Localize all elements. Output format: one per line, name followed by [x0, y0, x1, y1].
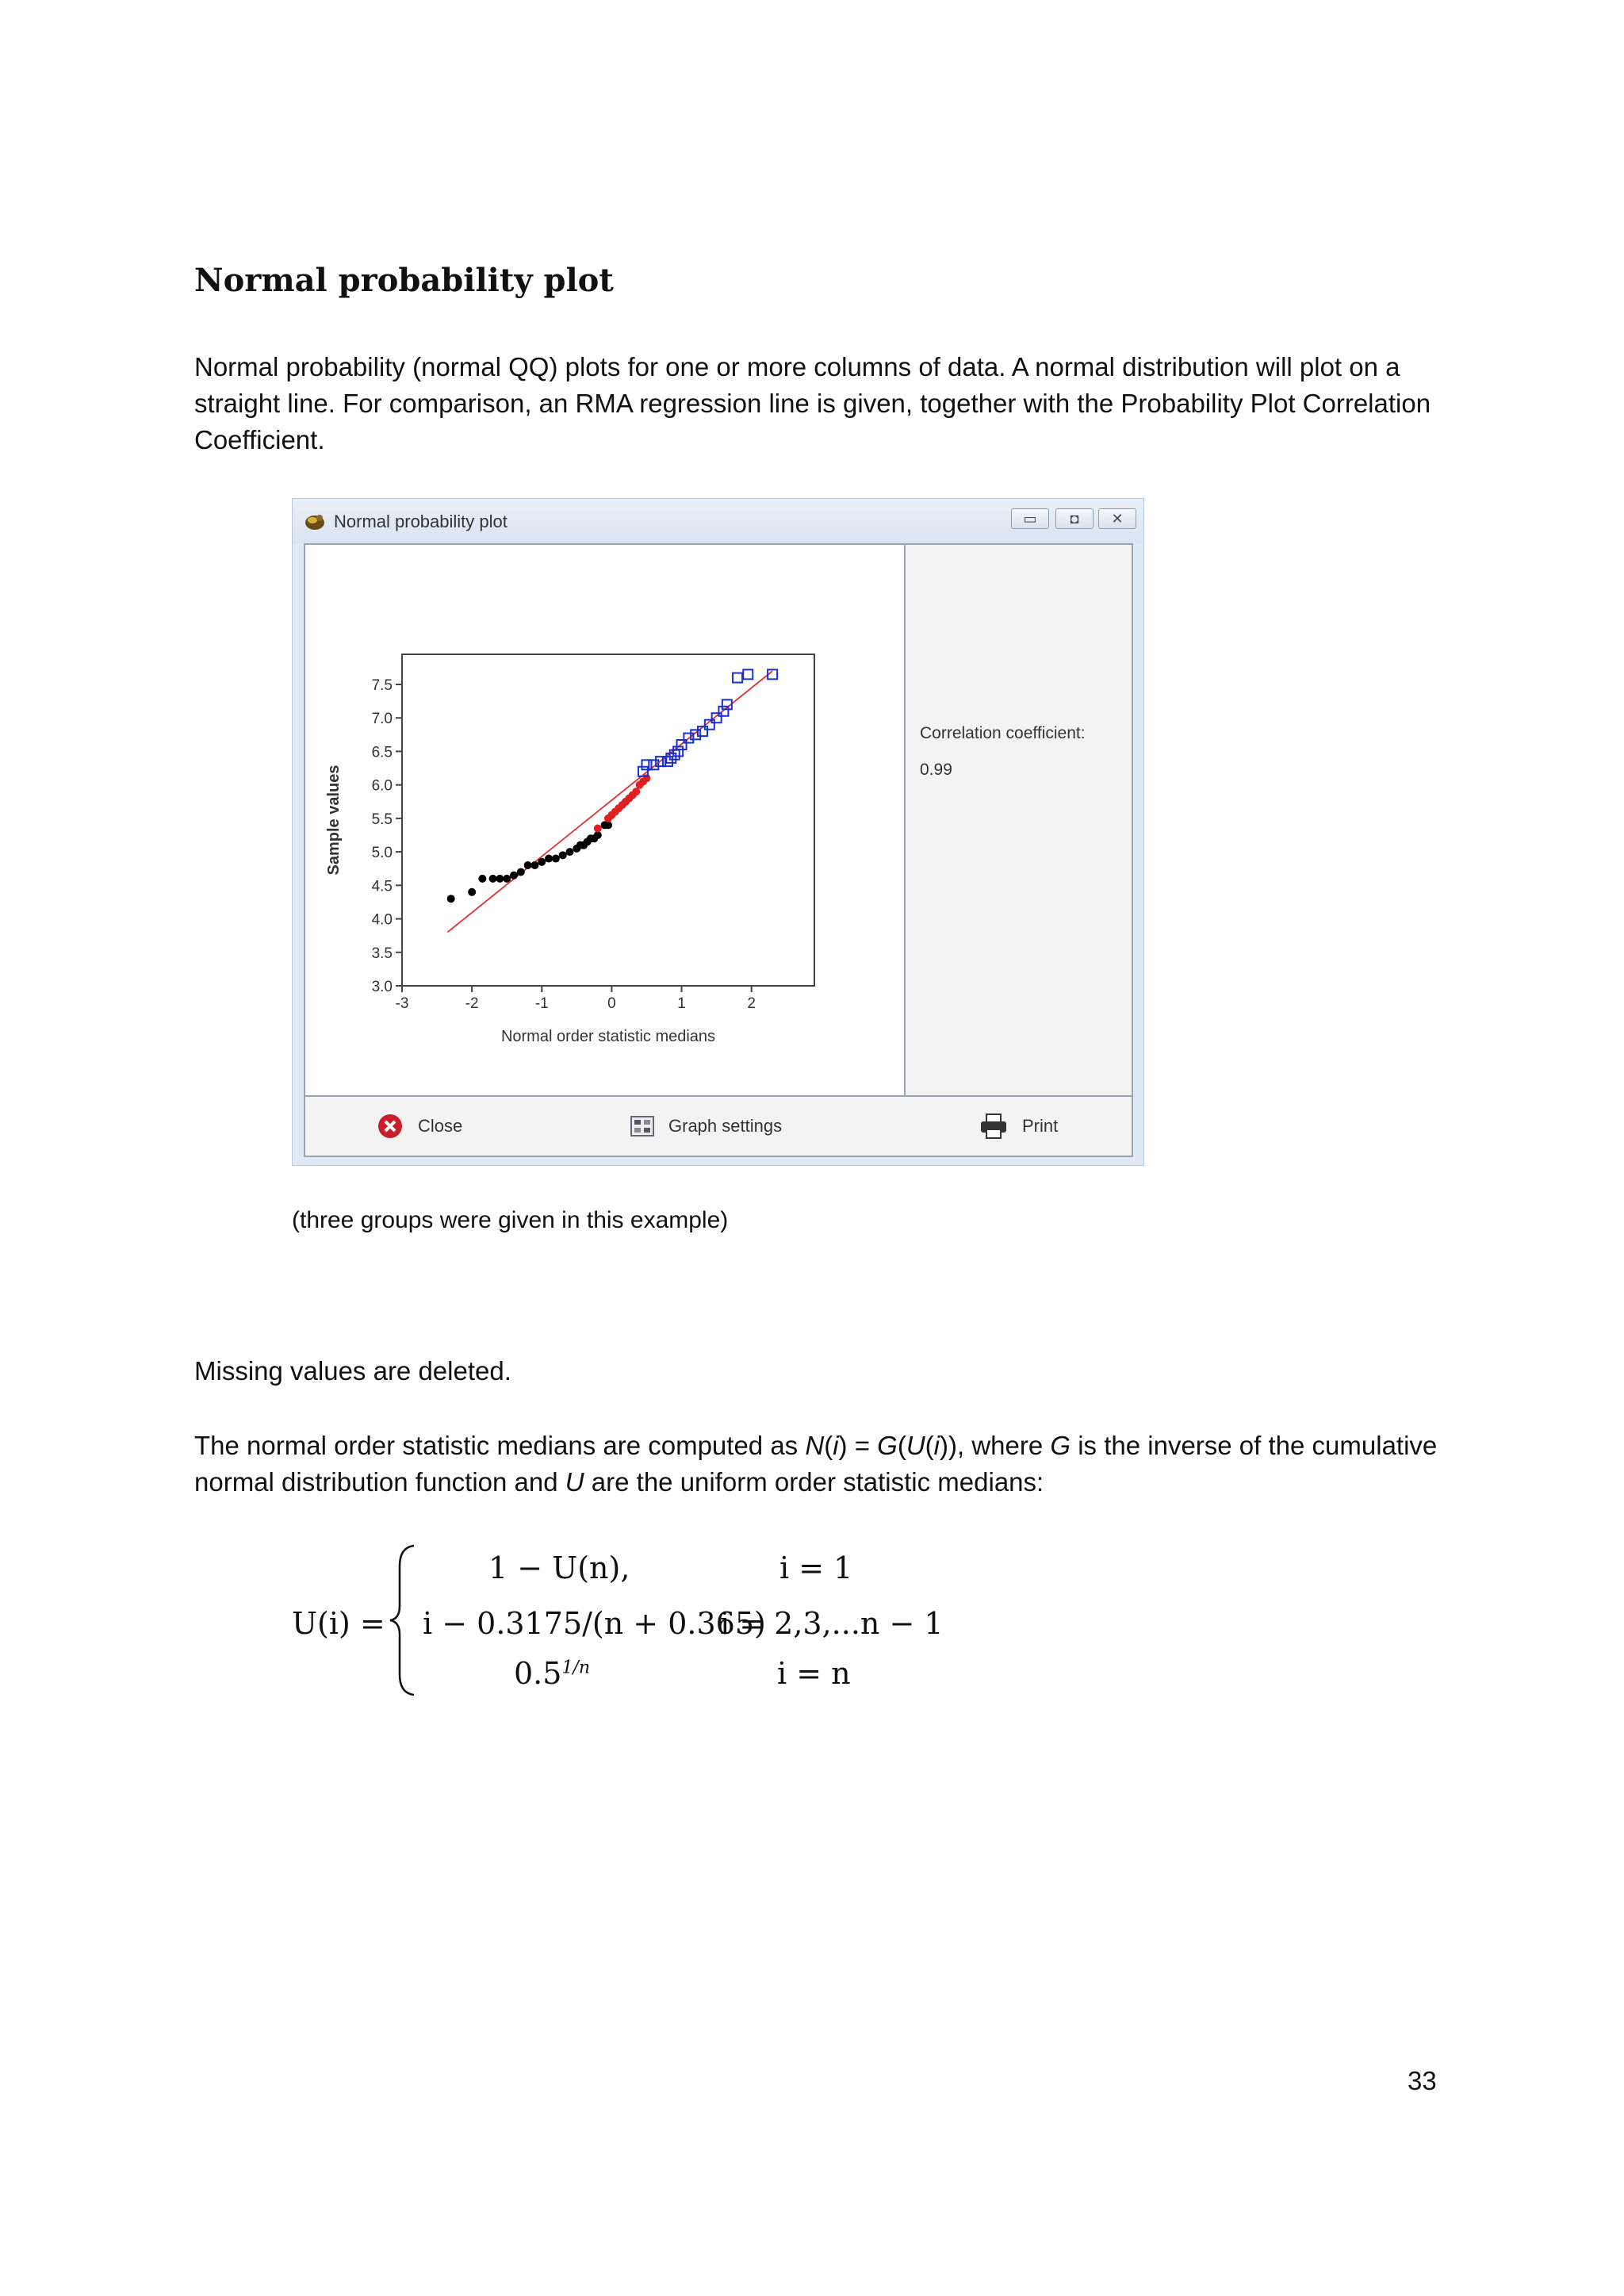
window-title: Normal probability plot [334, 512, 508, 531]
maximize-icon: ◘ [1070, 511, 1079, 527]
case1-condition: i = 1 [779, 1550, 853, 1585]
x-tick-label: 1 [677, 995, 686, 1012]
p3-paren: ( [824, 1431, 833, 1460]
p3-text: )), where [940, 1431, 1051, 1460]
case3-expression [514, 1656, 590, 1691]
y-tick-label: 6.0 [371, 777, 393, 795]
print-label: Print [1022, 1116, 1059, 1136]
close-label: Close [418, 1116, 463, 1136]
p3-i: i [833, 1431, 839, 1460]
data-point-group1 [538, 858, 546, 866]
y-tick-label: 6.5 [371, 744, 393, 761]
maximize-button[interactable] [1055, 508, 1094, 529]
case2-expression: i − 0.3175/(n + 0.365) [423, 1606, 766, 1641]
y-tick-label: 5.0 [371, 845, 393, 862]
data-point-group1 [545, 855, 553, 863]
y-tick-label: 7.5 [371, 677, 393, 694]
print-button[interactable] [979, 1097, 1058, 1156]
x-tick-label: -3 [395, 995, 409, 1012]
printer-icon [979, 1113, 1008, 1140]
y-tick-label: 7.0 [371, 711, 393, 728]
p3-U: U [906, 1431, 925, 1460]
statistics-pane [906, 543, 1133, 1097]
app-icon [304, 510, 326, 532]
correlation-label: Correlation coefficient: [920, 724, 1086, 742]
p3-text: ) = [838, 1431, 878, 1460]
y-tick-label: 3.5 [371, 945, 393, 962]
window-titlebar[interactable] [293, 499, 1143, 543]
button-bar [304, 1097, 1133, 1157]
case3-exponent: 1/n [561, 1658, 591, 1678]
y-tick-label: 3.0 [371, 979, 393, 995]
data-point-group1 [566, 848, 574, 856]
case2-condition: i = 2,3,...n − 1 [720, 1606, 944, 1641]
close-icon [377, 1113, 404, 1140]
x-axis-label: Normal order statistic medians [500, 1028, 716, 1045]
correlation-value: 0.99 [920, 761, 952, 779]
x-tick-label: -2 [465, 995, 479, 1012]
formula-brace [387, 1543, 419, 1697]
qq-plot [305, 545, 904, 1095]
p3-N: N [805, 1431, 825, 1460]
data-point-group1 [447, 895, 455, 903]
intro-paragraph: Normal probability (normal QQ) plots for one or more columns of data. A normal distribution will plot on a straight line. For comparison, an RMA regression line is given, together with the Probability Plot Correlation Coefficient. [194, 352, 1431, 454]
page-number: 33 [1408, 2066, 1437, 2095]
close-button[interactable] [377, 1097, 462, 1156]
minimize-icon: ▭ [1023, 511, 1037, 527]
x-tick-label: -1 [534, 995, 549, 1012]
data-point-group2 [594, 825, 602, 833]
p3-paren: ( [925, 1431, 934, 1460]
x-tick-label: 2 [747, 995, 756, 1012]
p3-U: U [565, 1467, 584, 1497]
data-point-group1 [530, 861, 538, 869]
data-point-group1 [510, 872, 518, 880]
p3-text: are the uniform order statistic medians: [584, 1467, 1044, 1497]
data-point-group1 [489, 875, 497, 883]
p3-text: The normal order statistic medians are computed as [194, 1431, 806, 1460]
close-window-button[interactable] [1098, 508, 1136, 529]
y-axis-label: Sample values [325, 765, 343, 876]
uniform-median-formula [292, 1543, 944, 1697]
normal-probability-window [292, 498, 1144, 1166]
graph-settings-label: Graph settings [668, 1116, 783, 1136]
p3-G: G [1050, 1431, 1071, 1460]
y-tick-label: 4.0 [371, 911, 393, 929]
settings-grid-icon [630, 1116, 654, 1137]
plot-pane [304, 543, 906, 1097]
data-point-group1 [503, 875, 511, 883]
data-point-group1 [559, 851, 567, 859]
p3-i: i [933, 1431, 940, 1460]
y-tick-label: 4.5 [371, 878, 393, 895]
missing-values-paragraph: Missing values are deleted. [194, 1356, 511, 1386]
close-x-icon: ✕ [1111, 511, 1124, 527]
p3-paren: ( [897, 1431, 906, 1460]
case3-condition: i = n [777, 1656, 851, 1691]
order-statistic-paragraph [194, 1428, 1479, 1501]
case3-base: 0.5 [514, 1656, 562, 1691]
formula-lhs: U(i) = [292, 1606, 385, 1641]
data-point-group1 [552, 855, 560, 863]
page-heading: Normal probability plot [194, 262, 614, 299]
data-point-group2 [632, 788, 640, 795]
case1-expression: 1 − U(n), [488, 1550, 630, 1585]
data-point-group1 [468, 888, 476, 896]
y-tick-label: 5.5 [371, 811, 393, 828]
data-point-group1 [496, 875, 504, 883]
p3-G: G [877, 1431, 898, 1460]
x-tick-label: 0 [607, 995, 616, 1012]
data-point-group1 [478, 875, 486, 883]
graph-settings-button[interactable] [630, 1097, 782, 1156]
data-point-group1 [524, 861, 532, 869]
data-point-group2 [642, 774, 650, 782]
figure-caption: (three groups were given in this example) [292, 1207, 729, 1233]
data-point-group1 [517, 868, 525, 876]
minimize-button[interactable] [1011, 508, 1049, 529]
p3-text: is the inverse of the cumulative normal distribution function and [194, 1431, 1438, 1497]
